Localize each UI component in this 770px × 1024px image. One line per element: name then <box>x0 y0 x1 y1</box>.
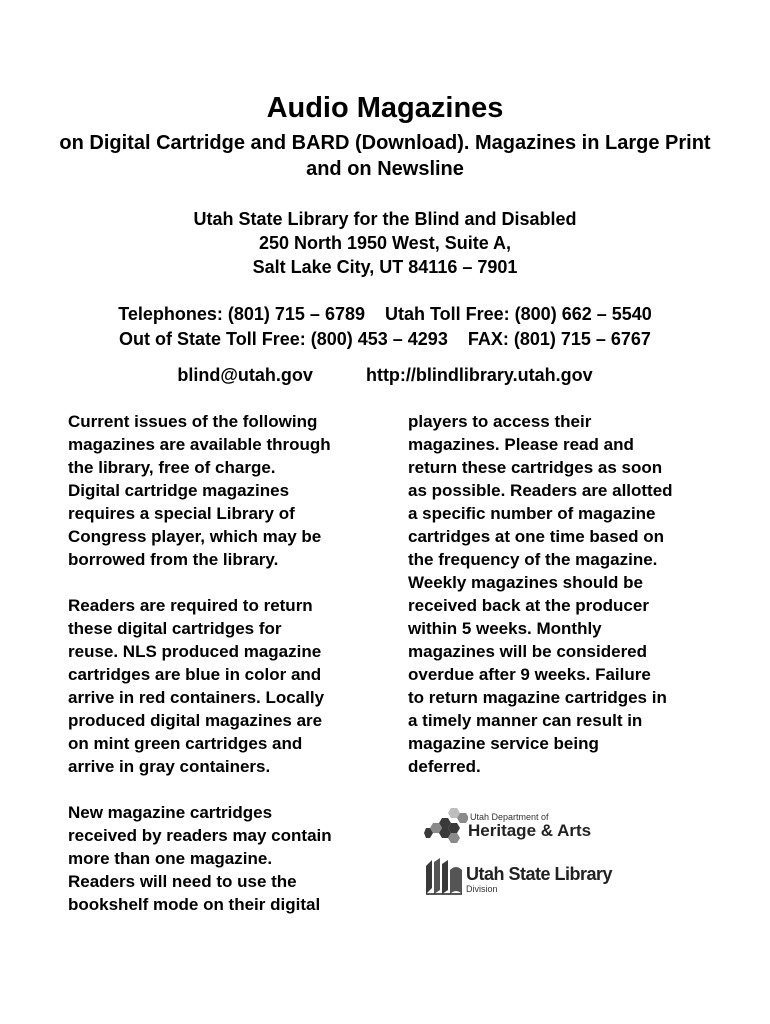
phone-line-2: Out of State Toll Free: (800) 453 – 4293 FAX: (801) 715 – 6767 <box>119 329 651 349</box>
page-title: Audio Magazines <box>266 92 504 124</box>
body-column-right <box>408 410 708 801</box>
library-logo-small-text: Division <box>466 884 498 894</box>
heritage-logo-big-text: Heritage & Arts <box>468 821 592 840</box>
phone-numbers <box>0 302 770 352</box>
website-link[interactable]: http://blindlibrary.utah.gov <box>365 365 593 385</box>
hexagon-cluster-icon <box>424 806 468 846</box>
contact-line <box>0 363 770 388</box>
logos-area <box>424 806 624 906</box>
library-name: Utah State Library for the Blind and Disabled <box>193 209 577 229</box>
paragraph-players: players to access their magazines. Please read and return these cartridges as soon as possible. Readers are allotted a specific number of magazine cartridges at one time based on the frequency of the magazine. Weekly magazines should be received back at the producer within 5 weeks. Monthly magazines will be considered overdue after 9 weeks. Failure to return magazine cartridges in a timely manner can result in magazine service being deferred. <box>408 412 673 776</box>
paragraph-availability: Current issues of the following magazines are available through the library, free of charge. Digital cartridge magazines requires a special Library of Congress player, which may be borrowed from the library. <box>68 412 331 569</box>
utah-state-library-logo <box>424 856 624 901</box>
books-icon <box>424 856 466 896</box>
library-logo-big-text: Utah State Library <box>466 864 613 884</box>
paragraph-return: Readers are required to return these digital cartridges for reuse. NLS produced magazine cartridges are blue in color and arrive in red containers. Locally produced digital magazines are on mint green cartridges and arrive in gray containers. <box>68 596 325 776</box>
library-city: Salt Lake City, UT 84116 – 7901 <box>252 257 518 277</box>
body-column-left <box>68 410 368 939</box>
email-link[interactable]: blind@utah.gov <box>177 365 313 385</box>
phone-line-1: Telephones: (801) 715 – 6789 Utah Toll Free: (800) 662 – 5540 <box>118 304 652 324</box>
heritage-arts-logo <box>424 806 624 846</box>
paragraph-new-cartridges: New magazine cartridges received by readers may contain more than one magazine. Readers will need to use the bookshelf mode on their digital <box>68 803 332 914</box>
heritage-logo-small-text: Utah Department of <box>470 812 549 822</box>
page-subtitle: on Digital Cartridge and BARD (Download). Magazines in Large Print and on Newsline <box>59 132 711 180</box>
library-address <box>0 207 770 279</box>
library-street: 250 North 1950 West, Suite A, <box>258 233 512 253</box>
